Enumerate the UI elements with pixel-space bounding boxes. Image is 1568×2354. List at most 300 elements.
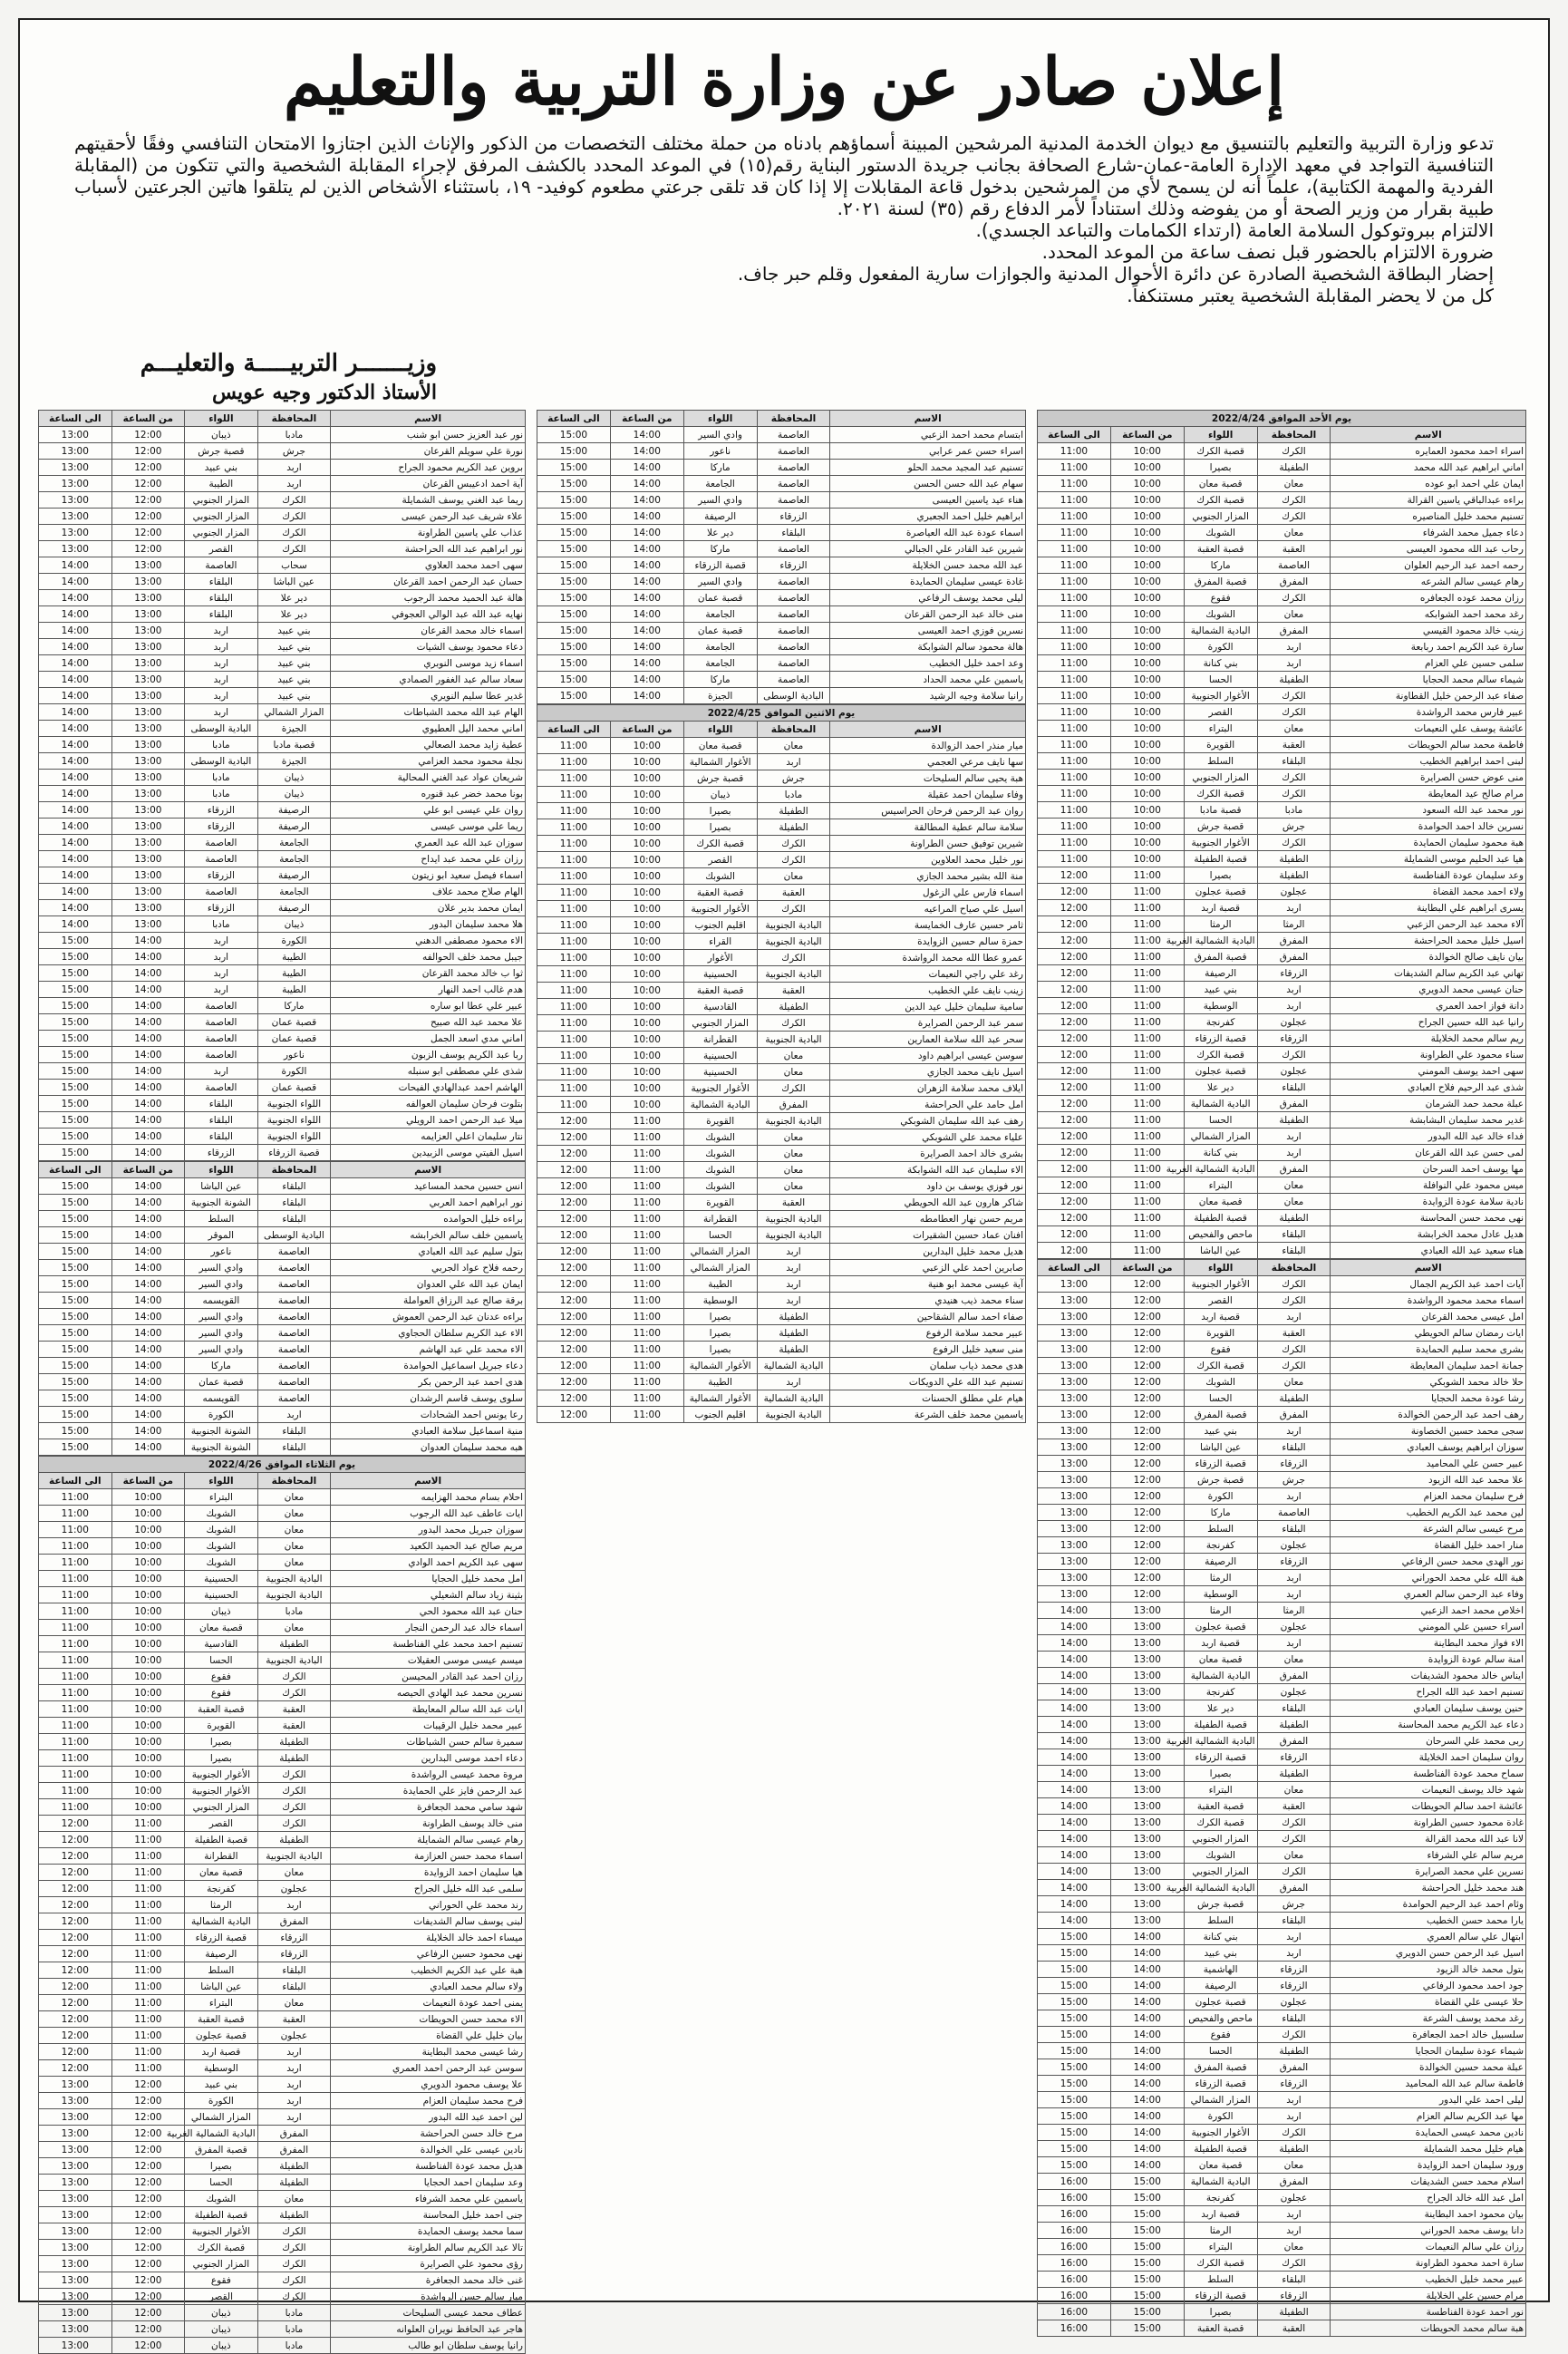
time-from: 11:00 — [1110, 949, 1184, 965]
time-from: 10:00 — [1110, 753, 1184, 770]
candidate-name: هاجر عبد الحافظ نويران العلوانه — [331, 2321, 526, 2338]
candidate-name: سلسبيل خالد احمد الجعافرة — [1331, 2027, 1526, 2043]
governorate: معان — [757, 1162, 830, 1178]
time-to: 15:00 — [39, 1112, 112, 1129]
district: ماركا — [1184, 557, 1257, 574]
table-row — [537, 541, 1026, 557]
time-from: 14:00 — [111, 1276, 185, 1293]
time-to: 15:00 — [537, 655, 611, 672]
governorate: المفرق — [1257, 1161, 1331, 1177]
time-from: 12:00 — [111, 2289, 185, 2305]
district: الحسينية — [683, 966, 757, 983]
district: البلقاء — [185, 574, 258, 590]
district: المزار الجنوبي — [185, 525, 258, 541]
governorate: الطفيلة — [1257, 1210, 1331, 1226]
district: البتراء — [1184, 2239, 1257, 2255]
time-from: 14:00 — [610, 557, 683, 574]
time-from: 11:00 — [1110, 1243, 1184, 1259]
time-to: 11:00 — [1038, 851, 1111, 867]
minister-role: وزيـــــــر التربيـــــة والتعليـــم — [140, 350, 437, 377]
district: قصبة جرش — [1184, 1472, 1257, 1488]
candidate-name: الهاشم احمد عبدالهادي الفيحات — [331, 1080, 526, 1096]
candidate-name: آلاء محمد عبد الرحمن الزعبي — [1331, 916, 1526, 933]
time-from: 13:00 — [1110, 1603, 1184, 1619]
schedule-table — [38, 1456, 526, 2354]
time-to: 13:00 — [1038, 1309, 1111, 1325]
column-header: الى الساعة — [537, 411, 611, 427]
time-to: 15:00 — [39, 1145, 112, 1161]
time-to: 11:00 — [1038, 525, 1111, 541]
time-to: 14:00 — [1038, 1815, 1111, 1831]
time-from: 12:00 — [1110, 1554, 1184, 1570]
district: بني كنانة — [1184, 1145, 1257, 1161]
candidate-name: براءه عبدالباقي ياسين القرالة — [1331, 492, 1526, 509]
time-from: 13:00 — [111, 753, 185, 770]
governorate: مادبا — [257, 1603, 331, 1620]
candidate-name: آية عيسى محمد ابو هنية — [830, 1276, 1026, 1293]
district: القويسمه — [185, 1390, 258, 1407]
district: قصبة الكرك — [1184, 1815, 1257, 1831]
time-from: 12:00 — [111, 2077, 185, 2093]
governorate: الكرك — [1257, 509, 1331, 525]
candidate-name: دعاء جبريل اسماعيل الحوامدة — [331, 1358, 526, 1374]
governorate: الرصيفة — [257, 900, 331, 916]
district: بصيرا — [185, 1750, 258, 1767]
table-row — [39, 998, 526, 1014]
governorate: عجلون — [1257, 2190, 1331, 2206]
schedule-column-2 — [537, 410, 1026, 2277]
time-to: 15:00 — [39, 1195, 112, 1211]
candidate-name: امل محمد خليل الحجايا — [331, 1571, 526, 1587]
time-from: 12:00 — [1110, 1570, 1184, 1586]
table-row — [537, 966, 1026, 983]
governorate: البلقاء — [1257, 1080, 1331, 1096]
time-to: 15:00 — [39, 1014, 112, 1031]
table-row — [39, 982, 526, 998]
time-from: 14:00 — [111, 1211, 185, 1227]
time-to: 13:00 — [39, 2093, 112, 2109]
table-row — [39, 2305, 526, 2321]
candidate-name: ولاء سالم محمد العبادي — [331, 1979, 526, 1995]
governorate: الرصيفة — [257, 819, 331, 835]
candidate-name: رحمه فلاح عواد الجربي — [331, 1260, 526, 1276]
time-to: 15:00 — [39, 1096, 112, 1112]
time-from: 12:00 — [111, 2093, 185, 2109]
column-header: المحافظة — [257, 411, 331, 427]
district: العاصمة — [185, 1080, 258, 1096]
time-to: 11:00 — [1038, 835, 1111, 851]
time-to: 13:00 — [39, 2126, 112, 2142]
table-row — [39, 672, 526, 688]
candidate-name: منى خالد عبد الرحمن القرعان — [830, 606, 1026, 623]
table-row — [1038, 1243, 1526, 1259]
time-to: 13:00 — [39, 541, 112, 557]
table-row — [537, 688, 1026, 704]
time-to: 11:00 — [537, 950, 611, 966]
governorate: ذيبان — [257, 770, 331, 786]
candidate-name: مروة محمد عيسى الرواشدة — [331, 1767, 526, 1783]
time-from: 11:00 — [1110, 1112, 1184, 1129]
time-from: 14:00 — [111, 1358, 185, 1374]
governorate: العاصمة — [757, 590, 830, 606]
time-to: 15:00 — [39, 1178, 112, 1195]
candidate-name: منى سعيد خليل الرفوع — [830, 1342, 1026, 1358]
column-header: المحافظة — [1257, 427, 1331, 443]
time-from: 12:00 — [111, 2256, 185, 2272]
governorate: البادية الجنوبية — [757, 934, 830, 950]
governorate: معان — [257, 1489, 331, 1506]
time-to: 13:00 — [39, 2077, 112, 2093]
time-from: 12:00 — [1110, 1342, 1184, 1358]
time-from: 11:00 — [610, 1276, 683, 1293]
time-to: 15:00 — [537, 476, 611, 492]
district: القصر — [1184, 1293, 1257, 1309]
district: الزرقاء — [185, 1145, 258, 1161]
candidate-name: مها يوسف احمد السرحان — [1331, 1161, 1526, 1177]
governorate: المفرق — [1257, 2059, 1331, 2076]
time-to: 14:00 — [1038, 1766, 1111, 1782]
governorate: العقبة — [757, 1195, 830, 1211]
governorate: الطفيلة — [257, 1832, 331, 1848]
district: قصبة الطفيلة — [1184, 1210, 1257, 1226]
governorate: معان — [257, 1555, 331, 1571]
schedule-column-1 — [1037, 410, 1526, 2334]
table-row — [1038, 1210, 1526, 1226]
candidate-name: هدم غالب احمد النهار — [331, 982, 526, 998]
time-to: 13:00 — [39, 2321, 112, 2338]
governorate: الكرك — [257, 509, 331, 525]
candidate-name: اسماء خالد محمد القرعان — [331, 623, 526, 639]
governorate: قصبة عمان — [257, 1031, 331, 1047]
time-from: 13:00 — [111, 557, 185, 574]
governorate: العاصمة — [757, 541, 830, 557]
time-from: 12:00 — [1110, 1488, 1184, 1505]
table-row — [537, 623, 1026, 639]
candidate-name: سارة عبد الكريم احمد ربابعة — [1331, 639, 1526, 655]
table-row — [39, 1423, 526, 1439]
district: البادية الشمالية الغربية — [1184, 933, 1257, 949]
time-to: 14:00 — [39, 753, 112, 770]
district: بصيرا — [1184, 1766, 1257, 1782]
district: الشوبك — [185, 2191, 258, 2207]
district: الرمثا — [1184, 1570, 1257, 1586]
governorate: معان — [257, 1522, 331, 1538]
time-to: 13:00 — [39, 460, 112, 476]
district: قصبة جرش — [683, 770, 757, 787]
time-to: 11:00 — [537, 999, 611, 1015]
time-from: 11:00 — [1110, 900, 1184, 916]
table-row — [1038, 2125, 1526, 2141]
table-row — [39, 1063, 526, 1080]
table-row — [1038, 2157, 1526, 2174]
district: قصبة الطفيلة — [1184, 1717, 1257, 1733]
table-row — [39, 1031, 526, 1047]
time-to: 11:00 — [39, 1522, 112, 1538]
table-row — [1038, 1521, 1526, 1537]
candidate-name: اسراء حسن عمر عرابي — [830, 443, 1026, 460]
candidate-name: شذى عبد الرحيم فلاح العبادي — [1331, 1080, 1526, 1096]
time-to: 12:00 — [1038, 1161, 1111, 1177]
table-row — [39, 1293, 526, 1309]
candidate-name: منية اسماعيل سلامة العبادي — [331, 1423, 526, 1439]
district: الأغوار الجنوبية — [1184, 1276, 1257, 1293]
time-from: 12:00 — [111, 2338, 185, 2354]
district: الجامعة — [683, 655, 757, 672]
table-row — [1038, 1782, 1526, 1798]
time-from: 11:00 — [1110, 1047, 1184, 1063]
district: العاصمة — [185, 557, 258, 574]
governorate: البادية الشمالية — [757, 1358, 830, 1374]
candidate-name: سامية سليمان خليل عيد الدين — [830, 999, 1026, 1015]
candidate-name: الاء محمد حسن الحويطات — [331, 2011, 526, 2028]
governorate: الكرك — [1257, 1864, 1331, 1880]
candidate-name: اسماء محمد حسن العزازمة — [331, 1848, 526, 1865]
district: القويرة — [185, 1718, 258, 1734]
candidate-name: بيان محمود احمد البطاينة — [1331, 2206, 1526, 2223]
table-row — [537, 1195, 1026, 1211]
district: فقوع — [1184, 2027, 1257, 2043]
time-to: 14:00 — [1038, 1700, 1111, 1717]
table-row — [537, 1032, 1026, 1048]
time-to: 13:00 — [39, 2240, 112, 2256]
district: السلط — [1184, 753, 1257, 770]
governorate: المفرق — [757, 1097, 830, 1113]
governorate: معان — [757, 1064, 830, 1080]
time-from: 12:00 — [111, 427, 185, 443]
table-row — [39, 1865, 526, 1881]
column-header: الى الساعة — [39, 411, 112, 427]
candidate-name: تسنيم عبد الله علي الدويكات — [830, 1374, 1026, 1390]
district: الأغوار الجنوبية — [683, 1080, 757, 1097]
day-header-row — [39, 1457, 526, 1473]
candidate-name: فرح سليمان محمد العزام — [1331, 1488, 1526, 1505]
district: قصبة الكرك — [1184, 443, 1257, 460]
candidate-name: اماني محمد اليل العطيوي — [331, 721, 526, 737]
table-row — [39, 1767, 526, 1783]
governorate: الزرقاء — [1257, 1749, 1331, 1766]
table-row — [1038, 737, 1526, 753]
time-to: 15:00 — [537, 639, 611, 655]
district: القطرانة — [185, 1848, 258, 1865]
time-to: 15:00 — [39, 1309, 112, 1325]
governorate: قصبة عمان — [257, 1014, 331, 1031]
table-row — [39, 1571, 526, 1587]
district: القصر — [185, 2289, 258, 2305]
candidate-name: اسماء عودة عبد الله العياصرة — [830, 525, 1026, 541]
table-row — [39, 2338, 526, 2354]
time-to: 11:00 — [39, 1701, 112, 1718]
district: قصبة المفرق — [1184, 1407, 1257, 1423]
day-header-row — [537, 705, 1026, 722]
time-to: 11:00 — [1038, 557, 1111, 574]
time-from: 14:00 — [111, 1063, 185, 1080]
time-from: 13:00 — [1110, 1668, 1184, 1684]
candidate-name: ياسمين خلف سالم الخرابشه — [331, 1227, 526, 1244]
district: مادبا — [185, 916, 258, 933]
district: القادسية — [683, 999, 757, 1015]
table-row — [1038, 541, 1526, 557]
time-to: 14:00 — [1038, 1864, 1111, 1880]
candidate-name: رحمه احمد عبد الرحيم العلوان — [1331, 557, 1526, 574]
time-to: 12:00 — [1038, 1129, 1111, 1145]
governorate: مادبا — [257, 427, 331, 443]
time-from: 11:00 — [111, 1962, 185, 1979]
district: الشوبك — [185, 1506, 258, 1522]
governorate: قصبة عمان — [257, 1080, 331, 1096]
candidate-name: هبة محمود سليمان الحمايدة — [1331, 835, 1526, 851]
governorate: الزرقاء — [1257, 2288, 1331, 2304]
candidate-name: دعاء احمد موسى البدارين — [331, 1750, 526, 1767]
time-to: 11:00 — [1038, 460, 1111, 476]
time-from: 11:00 — [1110, 867, 1184, 884]
time-to: 15:00 — [1038, 2059, 1111, 2076]
district: الزرقاء — [185, 900, 258, 916]
district: الكورة — [1184, 639, 1257, 655]
time-from: 14:00 — [610, 590, 683, 606]
schedule-table — [537, 410, 1026, 704]
time-from: 11:00 — [610, 1358, 683, 1374]
time-to: 15:00 — [537, 606, 611, 623]
schedule-table — [38, 410, 526, 1161]
time-from: 10:00 — [1110, 574, 1184, 590]
district: الأغوار — [683, 950, 757, 966]
table-row — [1038, 1766, 1526, 1782]
time-to: 13:00 — [1038, 1439, 1111, 1456]
district: الزرقاء — [185, 867, 258, 884]
candidate-name: نور الهدى محمد حسن الرفاعي — [1331, 1554, 1526, 1570]
candidate-name: هبة الله علي محمد الحوراني — [1331, 1570, 1526, 1586]
candidate-name: عائشة يوسف علي النعيمات — [1331, 721, 1526, 737]
candidate-name: رغد محمد يوسف الشرعة — [1331, 2010, 1526, 2027]
district: اربد — [185, 639, 258, 655]
table-row — [1038, 1962, 1526, 1978]
governorate: اربد — [257, 460, 331, 476]
governorate: الكرك — [257, 541, 331, 557]
time-from: 11:00 — [1110, 916, 1184, 933]
table-row — [1038, 1325, 1526, 1342]
governorate: اللواء الجنوبية — [257, 1096, 331, 1112]
candidate-name: وفاء عبد الرحمن سالم العمري — [1331, 1586, 1526, 1603]
time-from: 11:00 — [1110, 1210, 1184, 1226]
table-row — [537, 917, 1026, 934]
table-row — [537, 770, 1026, 787]
table-row — [39, 1603, 526, 1620]
time-from: 11:00 — [1110, 998, 1184, 1014]
time-to: 15:00 — [39, 1342, 112, 1358]
district: القصر — [185, 541, 258, 557]
table-row — [39, 867, 526, 884]
time-to: 15:00 — [1038, 1929, 1111, 1945]
district: المزار الجنوبي — [1184, 509, 1257, 525]
time-to: 12:00 — [537, 1195, 611, 1211]
time-to: 13:00 — [39, 2289, 112, 2305]
district: الحسا — [1184, 1390, 1257, 1407]
table-row — [537, 1146, 1026, 1162]
district: قصبة الكرك — [1184, 1047, 1257, 1063]
table-row — [1038, 982, 1526, 998]
table-row — [1038, 1896, 1526, 1913]
time-from: 10:00 — [111, 1603, 185, 1620]
district: الطيبة — [185, 476, 258, 492]
governorate: البلقاء — [1257, 1521, 1331, 1537]
candidate-name: نور ابراهيم احمد العربي — [331, 1195, 526, 1211]
time-to: 13:00 — [39, 443, 112, 460]
district: قصبة العقبة — [185, 1701, 258, 1718]
district: كفرنجة — [1184, 2190, 1257, 2206]
time-to: 14:00 — [1038, 1619, 1111, 1635]
time-from: 14:00 — [610, 460, 683, 476]
district: وادي السير — [185, 1342, 258, 1358]
time-from: 11:00 — [111, 1865, 185, 1881]
time-from: 14:00 — [111, 1244, 185, 1260]
governorate: عجلون — [257, 1881, 331, 1897]
candidate-name: علياء محمد علي الشوبكي — [830, 1129, 1026, 1146]
candidate-name: ياسمين محمد خلف الشرعة — [830, 1407, 1026, 1423]
table-row — [39, 916, 526, 933]
district: بصيرا — [683, 803, 757, 819]
governorate: الكرك — [257, 2223, 331, 2240]
minister-name: الأستاذ الدكتور وجيه عويس — [212, 381, 437, 404]
time-to: 13:00 — [1038, 1293, 1111, 1309]
table-row — [39, 786, 526, 802]
governorate: الكورة — [257, 933, 331, 949]
table-row — [39, 1652, 526, 1669]
time-from: 12:00 — [111, 2321, 185, 2338]
district: قصبة الزرقاء — [1184, 1456, 1257, 1472]
candidate-name: ميلا عبد الرحمن احمد الرويلي — [331, 1112, 526, 1129]
table-row — [1038, 2059, 1526, 2076]
governorate: قصبة الزرقاء — [257, 1145, 331, 1161]
time-from: 10:00 — [111, 1669, 185, 1685]
table-row — [1038, 786, 1526, 802]
governorate: عجلون — [1257, 1684, 1331, 1700]
candidate-name: مرام حسين علي الخلايلة — [1331, 2288, 1526, 2304]
time-from: 12:00 — [1110, 1586, 1184, 1603]
governorate: الزرقاء — [1257, 1978, 1331, 1994]
district: كفرنجة — [1184, 1014, 1257, 1031]
time-from: 14:00 — [111, 1293, 185, 1309]
time-from: 10:00 — [111, 1587, 185, 1603]
district: قصبة اربد — [1184, 900, 1257, 916]
column-header: اللواء — [683, 411, 757, 427]
time-from: 10:00 — [1110, 476, 1184, 492]
time-from: 10:00 — [111, 1734, 185, 1750]
district: الحسينية — [683, 1048, 757, 1064]
time-from: 10:00 — [111, 1636, 185, 1652]
table-row — [39, 2142, 526, 2158]
table-row — [537, 1015, 1026, 1032]
candidate-name: شاكر هارون عبد الله الحويطي — [830, 1195, 1026, 1211]
column-header: من الساعة — [610, 722, 683, 738]
table-row — [39, 2175, 526, 2191]
column-header: اللواء — [683, 722, 757, 738]
time-to: 12:00 — [39, 2028, 112, 2044]
district: القويسمه — [185, 1293, 258, 1309]
column-header: من الساعة — [111, 411, 185, 427]
district: الشوبك — [683, 1162, 757, 1178]
table-row — [39, 1080, 526, 1096]
governorate: البلقاء — [257, 1979, 331, 1995]
district: البادية الشمالية — [185, 1913, 258, 1930]
instruction-item: إحضار البطاقة الشخصية الصادرة عن دائرة الأحوال المدنية والجوازات سارية المفعول وقلم حبر جاف. — [737, 263, 1494, 285]
time-to: 11:00 — [537, 983, 611, 999]
time-to: 12:00 — [1038, 1063, 1111, 1080]
time-from: 11:00 — [1110, 1096, 1184, 1112]
governorate: العاصمة — [757, 427, 830, 443]
table-row — [39, 1047, 526, 1063]
column-header: الى الساعة — [1038, 1260, 1111, 1276]
candidate-name: ثامر حسين عارف الخمايسة — [830, 917, 1026, 934]
